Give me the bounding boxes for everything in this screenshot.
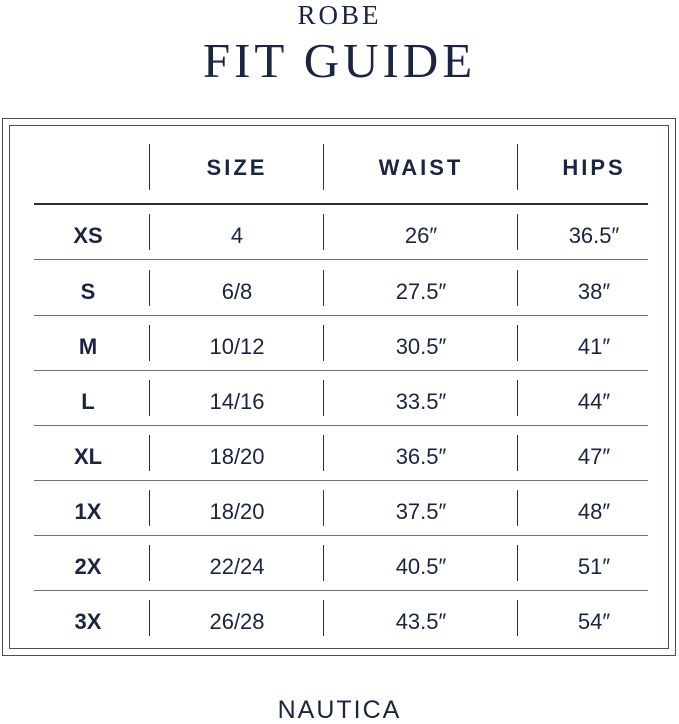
body-divider (517, 545, 518, 581)
body-divider (517, 490, 518, 526)
header-divider-1 (149, 144, 150, 190)
table-row (34, 373, 648, 428)
row-size-label: 1X (74, 499, 102, 524)
header-size: SIZE (206, 155, 268, 180)
row-size-value: 4 (230, 223, 244, 248)
row-hips-value: 36.5″ (568, 223, 620, 248)
body-divider (323, 325, 324, 361)
header-separator (34, 203, 648, 205)
row-waist-value: 36.5″ (395, 444, 447, 469)
body-divider (149, 600, 150, 636)
body-divider (323, 380, 324, 416)
header-divider-3 (517, 144, 518, 190)
row-size-value: 14/16 (209, 389, 265, 414)
body-divider (323, 435, 324, 471)
guide-title: FIT GUIDE (202, 33, 477, 88)
table-row (34, 593, 648, 648)
row-size-label: L (81, 389, 95, 414)
row-waist-value: 27.5″ (395, 279, 447, 304)
row-hips-value: 41″ (577, 334, 611, 359)
body-divider (517, 380, 518, 416)
row-waist-value: 40.5″ (395, 554, 447, 579)
row-hips-value: 54″ (577, 609, 611, 634)
row-size-value: 10/12 (209, 334, 265, 359)
row-hips-value: 51″ (577, 554, 611, 579)
header-label-column (34, 142, 150, 190)
body-divider (149, 270, 150, 306)
row-waist-value: 43.5″ (395, 609, 447, 634)
row-size-label: XS (73, 223, 103, 248)
table-row (34, 207, 648, 262)
body-divider (517, 214, 518, 250)
header-waist: WAIST (378, 155, 464, 180)
row-size-label: 2X (74, 554, 102, 579)
row-hips-value: 38″ (577, 279, 611, 304)
table-row (34, 318, 648, 373)
body-divider (149, 325, 150, 361)
body-divider (149, 490, 150, 526)
brand-logo-text: NAUTICA (277, 696, 402, 724)
body-divider (323, 270, 324, 306)
body-divider (323, 490, 324, 526)
body-divider (149, 545, 150, 581)
row-waist-value: 26″ (404, 223, 438, 248)
body-divider (323, 214, 324, 250)
table-row (34, 428, 648, 483)
body-divider (517, 435, 518, 471)
row-size-label: XL (73, 444, 103, 469)
body-divider (517, 600, 518, 636)
guide-subtitle: ROBE (297, 0, 382, 30)
row-size-value: 26/28 (209, 609, 265, 634)
table-row (34, 538, 648, 593)
row-waist-value: 33.5″ (395, 389, 447, 414)
row-size-value: 6/8 (221, 279, 253, 304)
row-size-label: M (78, 334, 98, 359)
row-size-value: 18/20 (209, 444, 265, 469)
header-divider-2 (323, 144, 324, 190)
body-divider (149, 214, 150, 250)
body-divider (149, 380, 150, 416)
row-waist-value: 37.5″ (395, 499, 447, 524)
body-divider (323, 545, 324, 581)
table-row (34, 483, 648, 538)
row-size-value: 18/20 (209, 499, 265, 524)
row-size-label: 3X (74, 609, 102, 634)
body-divider (517, 325, 518, 361)
table-row (34, 263, 648, 318)
header-hips: HIPS (562, 155, 626, 180)
row-waist-value: 30.5″ (395, 334, 447, 359)
row-hips-value: 47″ (577, 444, 611, 469)
body-divider (517, 270, 518, 306)
row-hips-value: 48″ (577, 499, 611, 524)
row-size-label: S (80, 279, 96, 304)
table-header-row (34, 142, 648, 190)
row-hips-value: 44″ (577, 389, 611, 414)
row-size-value: 22/24 (209, 554, 265, 579)
body-divider (323, 600, 324, 636)
body-divider (149, 435, 150, 471)
